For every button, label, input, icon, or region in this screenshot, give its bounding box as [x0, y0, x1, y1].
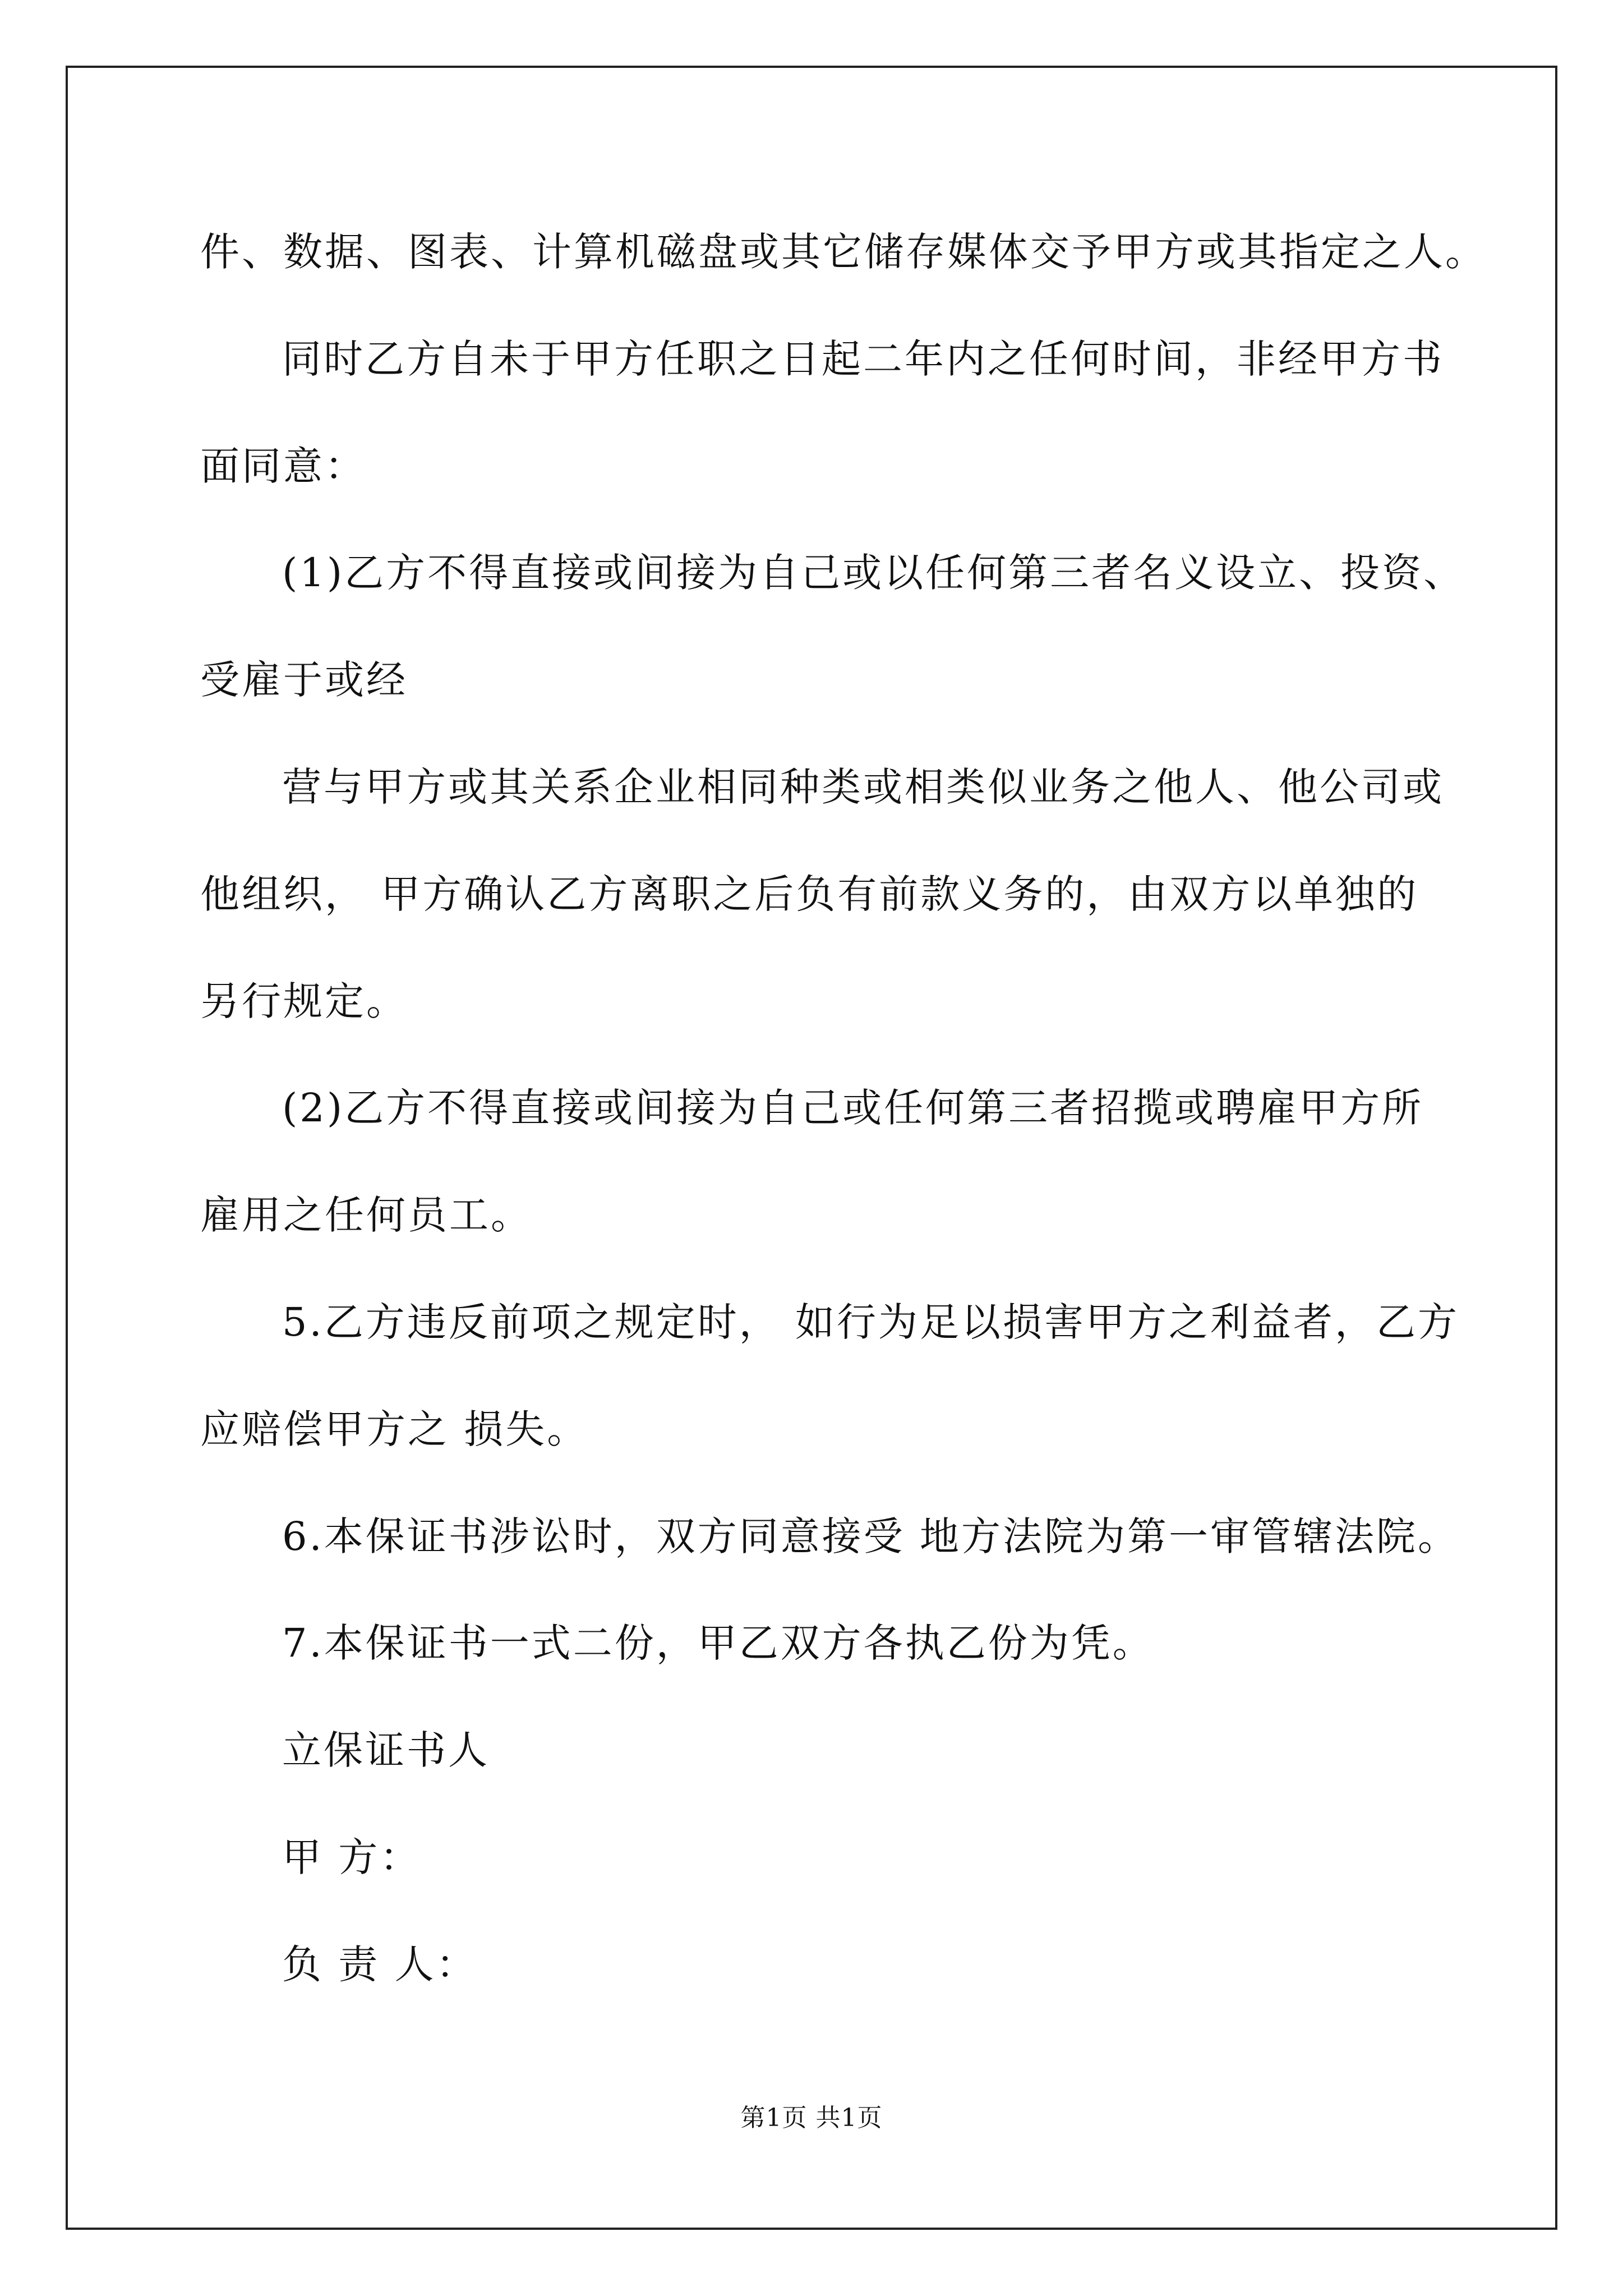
text-line: 营与甲方或其关系企业相同种类或相类似业务之他人、他公司或: [282, 764, 1444, 810]
text-line: 5.乙方违反前项之规定时， 如行为足以损害甲方之利益者，乙方: [282, 1299, 1460, 1345]
page-footer: 第1页 共1页: [740, 2104, 883, 2132]
text-line: 应赔偿甲方之 损失。: [200, 1406, 589, 1452]
text-line: 立保证书人: [282, 1727, 490, 1773]
text-line: 负 责 人：: [282, 1941, 478, 1987]
text-line: (1)乙方不得直接或间接为自己或以任何第三者名义设立、投资、: [282, 550, 1465, 596]
text-line: 同时乙方自未于甲方任职之日起二年内之任何时间，非经甲方书: [282, 336, 1444, 382]
text-line: 受雇于或经: [200, 657, 408, 703]
text-line: 件、数据、图表、计算机磁盘或其它储存媒体交予甲方或其指定之人。: [200, 229, 1487, 275]
text-line: 另行规定。: [200, 978, 408, 1024]
text-line: 7.本保证书一式二份，甲乙双方各执乙份为凭。: [282, 1620, 1154, 1666]
text-line: 雇用之任何员工。: [200, 1192, 532, 1238]
text-line: 面同意：: [200, 443, 366, 489]
text-line: (2)乙方不得直接或间接为自己或任何第三者招揽或聘雇甲方所: [282, 1085, 1424, 1131]
text-line: 6.本保证书涉讼时，双方同意接受 地方法院为第一审管辖法院。: [282, 1513, 1460, 1559]
text-line: 甲 方：: [282, 1834, 422, 1880]
text-line: 他组织， 甲方确认乙方离职之后负有前款义务的，由双方以单独的: [200, 871, 1419, 917]
